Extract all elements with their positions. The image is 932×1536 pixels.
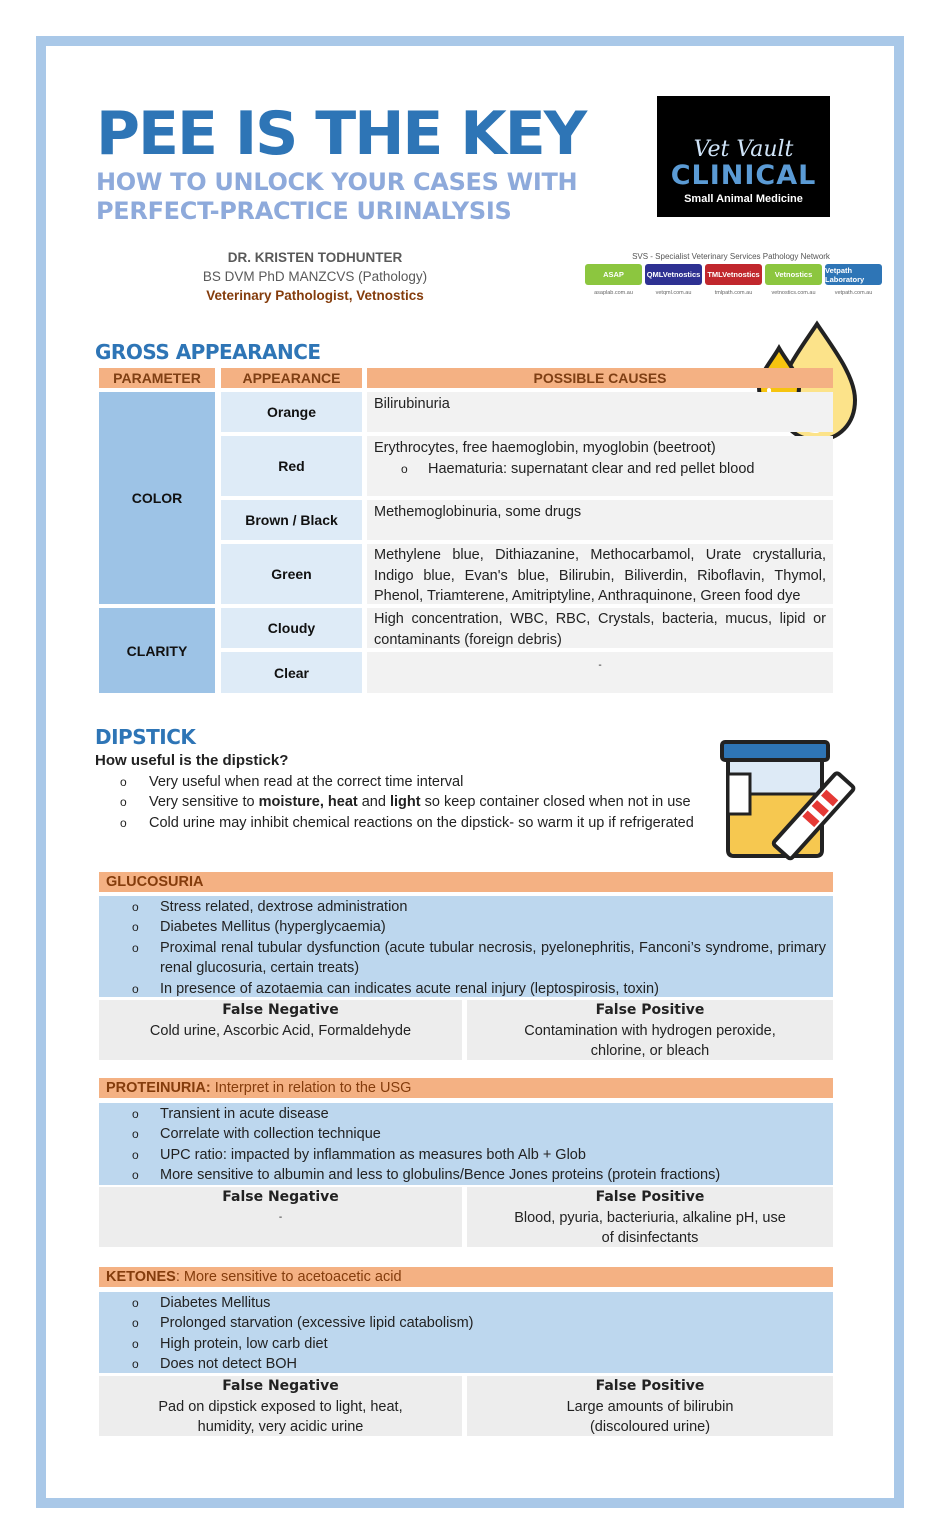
appearance-brown-black: Brown / Black [221, 500, 362, 540]
false-negative-title: False Negative [222, 1378, 339, 1394]
glucosuria-item: o Diabetes Mellitus (hyperglycaemia) [99, 917, 826, 937]
lab-sites [585, 290, 882, 296]
param-color: COLOR [99, 392, 215, 604]
subtitle-line-1: HOW TO UNLOCK YOUR CASES WITH [96, 168, 578, 196]
false-negative-text: - [278, 1211, 283, 1223]
point-bold: moisture, heat [258, 794, 358, 811]
appearance-red: Red [221, 436, 362, 496]
cause-brown-black: Methemoglobinuria, some drugs [367, 500, 833, 540]
false-positive-text: Large amounts of bilirubin (discoloured urine) [566, 1398, 734, 1435]
glucosuria-causes [99, 896, 833, 997]
dipstick-point: o Very useful when read at the correct time interval [95, 772, 707, 792]
dipstick-points [95, 772, 707, 833]
glucosuria-header [99, 872, 833, 892]
point-text: and [357, 794, 390, 811]
lab-site: asaplab.com.au [594, 290, 633, 296]
ketones-item: o Diabetes Mellitus [99, 1293, 826, 1313]
network-caption: SVS - Specialist Veterinary Services Pathology Network [632, 252, 830, 261]
cause-cloudy: High concentration, WBC, RBC, Crystals, bacteria, mucus, lipid or contaminants (foreign debris) [367, 608, 833, 648]
lab-logo-asap: ASAP [585, 264, 642, 285]
cause-red-sub-text: Haematuria: supernatant clear and red pellet blood [428, 460, 755, 477]
proteinuria-title: PROTEINURIA: [106, 1080, 211, 1096]
ketones-item: o High protein, low carb diet [99, 1334, 826, 1354]
cause-red [367, 436, 833, 496]
glucosuria-title: GLUCOSURIA [106, 874, 204, 890]
cause-orange: Bilirubinuria [367, 392, 833, 432]
false-negative-text: Cold urine, Ascorbic Acid, Formaldehyde [149, 1022, 412, 1039]
glucosuria-item: o Proximal renal tubular dysfunction (acute tubular necrosis, pyelonephritis, Fanconi’s syndrome, primary renal glucosuria, certain treats) [99, 938, 826, 979]
col-header-causes: POSSIBLE CAUSES [367, 368, 833, 388]
ketones-item: o Prolonged starvation (excessive lipid catabolism) [99, 1313, 826, 1333]
lab-logos [585, 264, 882, 290]
false-positive-text: Contamination with hydrogen peroxide, chlorine, or bleach [524, 1022, 776, 1059]
proteinuria-causes [99, 1103, 833, 1185]
logo-line-1: Vet Vault [693, 137, 794, 162]
ketones-item: o Does not detect BOH [99, 1354, 826, 1374]
lab-site: vetnostics.com.au [771, 290, 816, 296]
false-negative-title: False Negative [222, 1189, 339, 1205]
author-name: DR. KRISTEN TODHUNTER [227, 250, 403, 265]
proteinuria-item: o Correlate with collection technique [99, 1124, 826, 1144]
subtitle-line-2: PERFECT-PRACTICE URINALYSIS [96, 197, 512, 225]
col-header-appearance: APPEARANCE [221, 368, 362, 388]
appearance-green: Green [221, 544, 362, 604]
proteinuria-false-negative [99, 1187, 462, 1247]
cause-red-sub: o Haematuria: supernatant clear and red pellet blood [401, 460, 755, 477]
proteinuria-item: o More sensitive to albumin and less to globulins/Bence Jones proteins (protein fractions) [99, 1165, 826, 1185]
proteinuria-item: o Transient in acute disease [99, 1104, 826, 1124]
page-title: PEE IS THE KEY [96, 99, 586, 169]
dipstick-question: How useful is the dipstick? [95, 752, 289, 769]
false-negative-text: Pad on dipstick exposed to light, heat, humidity, very acidic urine [158, 1398, 403, 1435]
urine-sample-cup-icon [718, 738, 858, 864]
dipstick-point [95, 792, 707, 812]
author-degrees: BS DVM PhD MANZCVS (Pathology) [202, 269, 428, 284]
cause-green: Methylene blue, Dithiazanine, Methocarbamol, Urate crystalluria, Indigo blue, Evan's blue, Bilirubin, Biliverdin, Riboflavin, Thymol, Phenol, Triamterene, Amitriptyline, Anthraquinone, Green food dye [367, 544, 833, 604]
glucosuria-item: o Stress related, dextrose administration [99, 897, 826, 917]
proteinuria-header [99, 1078, 833, 1098]
glucosuria-false-positive [467, 1000, 833, 1060]
ketones-false-positive [467, 1376, 833, 1436]
dipstick-heading: DIPSTICK [95, 725, 196, 749]
dipstick-point: o Cold urine may inhibit chemical reactions on the dipstick- so warm it up if refrigerated [95, 813, 707, 833]
author-block [190, 248, 440, 305]
author-role: Veterinary Pathologist, Vetnostics [206, 288, 424, 303]
false-positive-text: Blood, pyuria, bacteriuria, alkaline pH, use of disinfectants [514, 1209, 786, 1246]
appearance-cloudy: Cloudy [221, 608, 362, 648]
false-positive-title: False Positive [595, 1378, 705, 1394]
false-positive-title: False Positive [595, 1002, 705, 1018]
glucosuria-item: o In presence of azotaemia can indicates acute renal injury (leptospirosis, toxin) [99, 979, 826, 999]
proteinuria-item: o UPC ratio: impacted by inflammation as measures both Alb + Glob [99, 1145, 826, 1165]
false-positive-title: False Positive [595, 1189, 705, 1205]
cause-red-text: Erythrocytes, free haemoglobin, myoglobin (beetroot) [374, 440, 716, 456]
ketones-false-negative [99, 1376, 462, 1436]
logo-line-3: Small Animal Medicine [684, 193, 803, 205]
lab-logo-tml: TMLVetnostics [705, 264, 762, 285]
ketones-title: KETONES [106, 1269, 176, 1285]
appearance-clear: Clear [221, 652, 362, 693]
lab-logo-qml: QMLVetnostics [645, 264, 702, 285]
point-text: so keep container closed when not in use [420, 794, 691, 811]
proteinuria-note: Interpret in relation to the USG [210, 1080, 412, 1096]
appearance-orange: Orange [221, 392, 362, 432]
param-clarity: CLARITY [99, 608, 215, 693]
gross-appearance-heading: GROSS APPEARANCE [95, 340, 321, 364]
point-bold: light [389, 794, 421, 811]
glucosuria-false-negative [99, 1000, 462, 1060]
col-header-parameter: PARAMETER [99, 368, 215, 388]
lab-site: vetpath.com.au [834, 290, 873, 296]
vetvault-logo [657, 96, 830, 217]
cause-clear: - [367, 652, 833, 693]
lab-logo-vetpath: Vetpath Laboratory [825, 264, 882, 285]
ketones-header [99, 1267, 833, 1287]
false-negative-title: False Negative [222, 1002, 339, 1018]
point-text: Very sensitive to [149, 794, 259, 811]
ketones-note: : More sensitive to acetoacetic acid [175, 1269, 402, 1285]
proteinuria-false-positive [467, 1187, 833, 1247]
page-subtitle [96, 168, 636, 226]
ketones-causes [99, 1292, 833, 1373]
lab-site: tmlpath.com.au [714, 290, 753, 296]
logo-line-2: CLINICAL [670, 160, 817, 191]
lab-site: vetqml.com.au [655, 290, 692, 296]
lab-logo-vetnostics: Vetnostics [765, 264, 822, 285]
